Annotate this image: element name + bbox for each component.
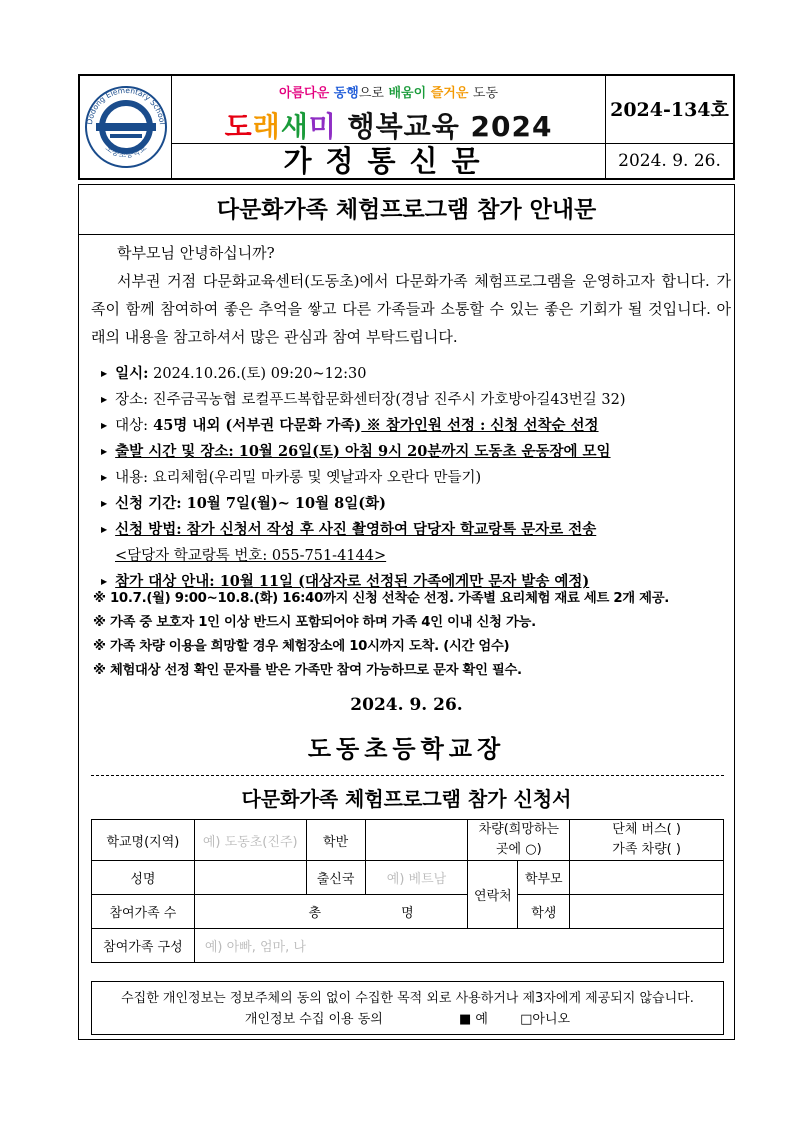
consent-no-checkbox[interactable]: □아니오 bbox=[520, 1012, 571, 1027]
vehicle-label bbox=[468, 820, 570, 861]
composition-label: 참여가족 구성 bbox=[92, 929, 195, 963]
newsletter-subtitle: 가정통신문 bbox=[172, 144, 606, 178]
item-text: 참가 대상 안내: 10월 11일 (대상자로 선정된 가족에게만 문자 발송 예정) bbox=[115, 573, 590, 590]
item-value: 진주금곡농협 로컬푸드복합문화센터장(경남 진주시 가호방아길43번길 32) bbox=[148, 392, 626, 408]
issue-number: 2024-134호 bbox=[606, 76, 733, 144]
privacy-consent-row bbox=[92, 1009, 723, 1030]
triangle-bullet-icon: ▶ bbox=[101, 577, 108, 586]
student-label: 학생 bbox=[518, 895, 570, 929]
brand-char: 미 bbox=[308, 110, 337, 143]
privacy-notice bbox=[91, 981, 724, 1035]
vehicle-label-line: 곳에 ○) bbox=[495, 842, 542, 857]
consent-label: 개인정보 수집 이용 동의 bbox=[244, 1012, 383, 1027]
triangle-bullet-icon: ▶ bbox=[101, 447, 108, 456]
main-box bbox=[78, 184, 735, 1040]
item-label: 대상: bbox=[115, 418, 149, 434]
list-item bbox=[101, 491, 731, 517]
slogan-word: 으로 bbox=[358, 86, 384, 101]
header-table bbox=[78, 74, 735, 180]
privacy-text: 수집한 개인정보는 정보주체의 동의 없이 수집한 목적 외로 사용하거나 제3자에게 제공되지 않습니다. bbox=[121, 991, 694, 1006]
greeting: 학부모님 안녕하십니까? bbox=[117, 244, 275, 262]
triangle-bullet-icon: ▶ bbox=[101, 473, 108, 482]
contact-number: <담당자 학교랑톡 번호: 055-751-4144> bbox=[115, 548, 387, 564]
slogan-word: 도동 bbox=[472, 86, 499, 101]
brand-char: 도 bbox=[224, 110, 253, 143]
slogan-word: 아름다운 bbox=[278, 86, 330, 101]
closing-date: 2024. 9. 26. bbox=[350, 695, 463, 715]
form-title: 다문화가족 체험프로그램 참가 신청서 bbox=[241, 787, 572, 811]
total-label: 총 bbox=[308, 906, 322, 921]
item-value: 45명 내외 (서부권 다문화 가족) bbox=[148, 417, 362, 434]
members-label: 참여가족 수 bbox=[92, 895, 195, 929]
triangle-bullet-icon: ▶ bbox=[101, 421, 108, 430]
members-input[interactable] bbox=[194, 895, 468, 929]
logo-korean-text: 도동초등학교 bbox=[103, 143, 149, 160]
note-item: ※ 체험대상 선정 확인 문자를 받은 가족만 참여 가능하므로 문자 확인 필수. bbox=[93, 663, 522, 678]
consent-yes-checkbox[interactable]: ■ 예 bbox=[459, 1012, 488, 1027]
note-item: ※ 10.7.(월) 9:00~10.8.(화) 16:40까지 신청 선착순 선정. 가족별 요리체험 재료 세트 2개 제공. bbox=[93, 591, 670, 606]
list-item bbox=[101, 543, 731, 569]
notes-list bbox=[93, 587, 733, 683]
contact-label: 연락처 bbox=[468, 861, 518, 929]
list-item bbox=[101, 465, 731, 491]
vehicle-label-line: 차량(희망하는 bbox=[478, 822, 560, 837]
list-item bbox=[101, 361, 731, 387]
country-label: 출신국 bbox=[306, 861, 365, 895]
school-emblem-icon bbox=[80, 76, 172, 178]
name-input[interactable] bbox=[194, 861, 306, 895]
school-logo bbox=[80, 76, 172, 178]
triangle-bullet-icon: ▶ bbox=[101, 395, 108, 404]
item-label: 일시: bbox=[115, 365, 149, 382]
logo-text: Dodong Elementary School bbox=[85, 85, 167, 126]
triangle-bullet-icon: ▶ bbox=[101, 525, 108, 534]
title-cell bbox=[172, 76, 606, 144]
school-input[interactable]: 예) 도동초(진주) bbox=[194, 820, 306, 861]
brand-char: 래 bbox=[252, 110, 281, 143]
country-input[interactable]: 예) 베트남 bbox=[365, 861, 468, 895]
info-list bbox=[101, 361, 731, 595]
class-label: 학반 bbox=[306, 820, 365, 861]
item-note: ※ 참가인원 선정 : 신청 선착순 선정 bbox=[361, 417, 599, 434]
body-paragraph: 서부권 거점 다문화교육센터(도동초)에서 다문화가족 체험프로그램을 운영하고자 합니다. 가족이 함께 참여하여 좋은 추억을 쌓고 다른 가족들과 소통할 수 있는 좋은 기회가 될 것입니다. 아래의 내용을 참고하셔서 많은 관심과 참여 부탁드립니다. bbox=[91, 272, 731, 346]
svg-text:도동초등학교 bbox=[104, 143, 149, 159]
composition-input[interactable]: 예) 아빠, 엄마, 나 bbox=[194, 929, 723, 963]
people-label: 명 bbox=[401, 906, 414, 921]
item-value: 2024.10.26.(토) 09:20~12:30 bbox=[148, 366, 367, 382]
slogan-word: 동행 bbox=[333, 86, 359, 101]
note-item: ※ 가족 차량 이용을 희망할 경우 체험장소에 10시까지 도착. (시간 엄수) bbox=[93, 639, 510, 654]
list-item bbox=[101, 413, 731, 439]
list-item bbox=[101, 439, 731, 465]
list-item bbox=[101, 517, 731, 543]
application-form bbox=[91, 819, 724, 963]
car-option[interactable]: 가족 차량( ) bbox=[612, 842, 681, 857]
item-text: 내용: 요리체험(우리밀 마카롱 및 옛날과자 오란다 만들기) bbox=[115, 470, 482, 486]
item-label: 장소: bbox=[115, 392, 149, 408]
brand-title bbox=[172, 105, 605, 145]
cut-line bbox=[91, 775, 724, 776]
triangle-bullet-icon: ▶ bbox=[101, 369, 108, 378]
slogan-word: 배움이 bbox=[388, 86, 427, 101]
item-text: 신청 기간: 10월 7일(월)~ 10월 8일(화) bbox=[115, 495, 386, 512]
name-label: 성명 bbox=[92, 861, 195, 895]
item-text: 출발 시간 및 장소: 10월 26일(토) 아침 9시 20분까지 도동초 운동장에 모임 bbox=[115, 443, 611, 460]
note-item: ※ 가족 중 보호자 1인 이상 반드시 포함되어야 하며 가족 4인 이내 신청 가능. bbox=[93, 615, 536, 630]
list-item bbox=[101, 387, 731, 413]
item-text: 신청 방법: 참가 신청서 작성 후 사진 촬영하여 담당자 학교랑톡 문자로 전송 bbox=[115, 521, 597, 538]
vehicle-options[interactable] bbox=[570, 820, 724, 861]
parent-phone-input[interactable] bbox=[570, 861, 724, 895]
student-phone-input[interactable] bbox=[570, 895, 724, 929]
principal-signature: 도동초등학교장 bbox=[307, 735, 506, 763]
class-input[interactable] bbox=[365, 820, 468, 861]
document-title: 다문화가족 체험프로그램 참가 안내문 bbox=[79, 185, 734, 235]
parent-label: 학부모 bbox=[518, 861, 570, 895]
bus-option[interactable]: 단체 버스( ) bbox=[612, 822, 681, 837]
triangle-bullet-icon: ▶ bbox=[101, 499, 108, 508]
brand-char: 새 bbox=[280, 110, 309, 143]
slogan bbox=[172, 82, 605, 101]
brand-rest: 행복교육 2024 bbox=[336, 110, 553, 143]
slogan-word: 즐거운 bbox=[430, 86, 469, 101]
school-label: 학교명(지역) bbox=[92, 820, 195, 861]
issue-date: 2024. 9. 26. bbox=[618, 151, 721, 171]
